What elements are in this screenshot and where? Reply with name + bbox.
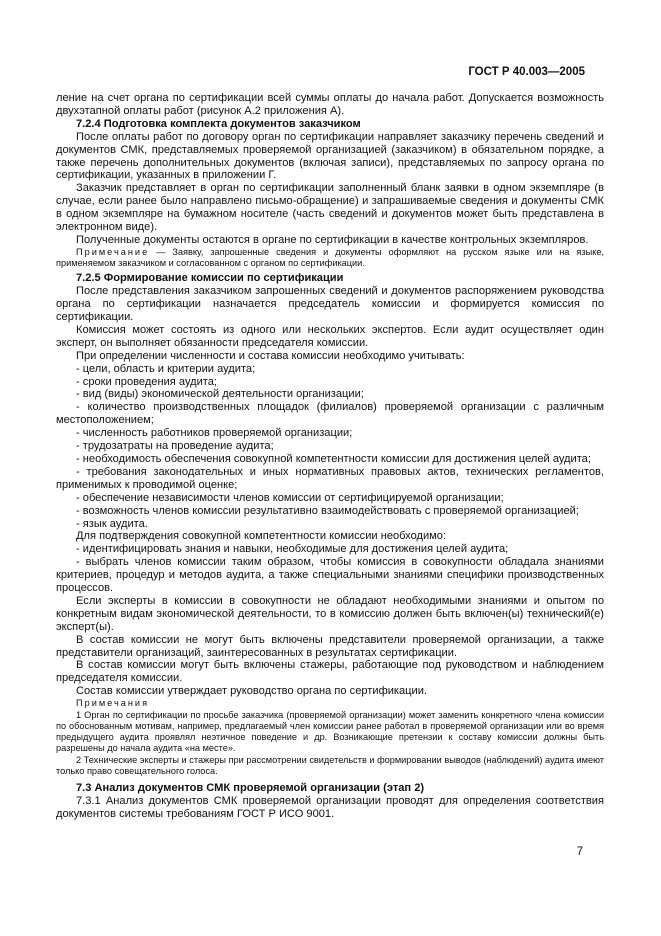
paragraph: После оплаты работ по договору орган по сертификации направляет заказчику перечень сведений и документов СМК, представляемых проверяемой организацией (заказчиком) в обязательном порядке, а также перечень дополнительных документов (включая записи), представляемых по запросу органа по сертификации, указанных в приложении Г.: [56, 130, 604, 182]
list-item: - идентифицировать знания и навыки, необходимые для достижения целей аудита;: [76, 543, 509, 556]
note-text: — Заявку, запрошенные сведения и документы оформляют на русском языке или на языке, применяемом заказчиком и согласованном с органом по сертификации.: [56, 246, 604, 269]
note-label: Примечание: [76, 246, 150, 257]
paragraph: В состав комиссии не могут быть включены представители проверяемой организации, а также представители организаций, заинтересованных в результатах сертификации.: [56, 633, 604, 659]
section-heading: 7.3 Анализ документов СМК проверяемой организации (этап 2): [76, 781, 425, 794]
list-item: - численность работников проверяемой организации;: [76, 427, 353, 440]
note-item: 1 Орган по сертификации по просьбе заказчика (проверяемой организации) может заменить конкретного члена комиссии по обоснованным мотивам, например, предлагаемый член комиссии ранее работал в проверяемой организации или во время предыдущего аудита проявлял неэтичное поведение и др. Возникающие претензии к составу комиссии должны быть разрешены до начала аудита «на месте».: [56, 709, 604, 754]
note-item: 2 Технические эксперты и стажеры при рассмотрении свидетельств и формировании выводов (наблюдений) аудита имеют только право совещательного голоса.: [56, 754, 604, 776]
notes-title: Примечания: [76, 698, 150, 709]
list-item: - количество производственных площадок (филиалов) проверяемой организации с различным местоположением;: [56, 401, 604, 427]
list-item: - вид (виды) экономической деятельности организации;: [76, 388, 364, 401]
paragraph: Полученные документы остаются в органе по сертификации в качестве контрольных экземпляров.: [76, 233, 589, 246]
section-heading: 7.2.5 Формирование комиссии по сертификации: [76, 272, 344, 285]
page-number: 7: [576, 846, 583, 858]
paragraph: ление на счет органа по сертификации всей суммы оплаты до начала работ. Допускается возможность двухэтапной оплаты работ (рисунок А.2 приложения А).: [56, 92, 604, 117]
list-item: - необходимость обеспечения совокупной компетентности комиссии для достижения целей аудита;: [76, 452, 591, 465]
list-item: - требования законодательных и иных нормативных правовых актов, технических регламентов, применимых к проводимой оценке;: [56, 465, 604, 491]
list-item: - трудозатраты на проведение аудита;: [76, 440, 274, 453]
list-item: - возможность членов комиссии результативно взаимодействовать с проверяемой организацией;: [76, 504, 579, 517]
paragraph: Если эксперты в комиссии в совокупности не обладают необходимыми знаниями и опытом по конкретным видам экономической деятельности, то в комиссию должен быть включен(ы) технический(е) эксперт(ы).: [56, 594, 604, 633]
paragraph: Комиссия может состоять из одного или нескольких экспертов. Если аудит осуществляет один эксперт, он выполняет обязанности председателя комиссии.: [56, 323, 604, 349]
document-header: ГОСТ Р 40.003—2005: [468, 66, 585, 78]
paragraph: Для подтверждения совокупной компетентности комиссии необходимо:: [76, 530, 447, 543]
paragraph: Заказчик представляет в орган по сертификации заполненный бланк заявки в одном экземпляре (в случае, если ранее было направлено письмо-обращение) и запрашиваемые сведения и документы СМК в одном экземпляре на бумажном носителе (часть сведений и документов может быть представлена в электронном виде).: [56, 182, 604, 234]
paragraph: При определении численности и состава комиссии необходимо учитывать:: [76, 349, 465, 362]
list-item: - цели, область и критерии аудита;: [76, 362, 256, 375]
list-item: - язык аудита.: [76, 517, 148, 530]
list-item: - выбрать членов комиссии таким образом, чтобы комиссия в совокупности обладала знаниями критериев, процедур и методов аудита, а также специальными знаниями специфики производственных процессов.: [56, 556, 604, 595]
note: [56, 247, 604, 269]
paragraph: 7.3.1 Анализ документов СМК проверяемой организации проводят для определения соответствия документов системы требованиям ГОСТ Р ИСО 9001.: [56, 794, 604, 820]
paragraph: В состав комиссии могут быть включены стажеры, работающие под руководством и наблюдением председателя комиссии.: [56, 659, 604, 685]
paragraph: Состав комиссии утверждает руководство органа по сертификации.: [76, 685, 427, 698]
list-item: - обеспечение независимости членов комиссии от сертифицируемой организации;: [76, 491, 504, 504]
list-item: - сроки проведения аудита;: [76, 375, 217, 388]
paragraph: После представления заказчиком запрошенных сведений и документов распоряжением руководства органа по сертификации назначается председатель комиссии и формируется комиссия по сертификации.: [56, 285, 604, 323]
section-heading: 7.2.4 Подготовка комплекта документов заказчиком: [76, 117, 361, 130]
document-body: [56, 92, 604, 821]
